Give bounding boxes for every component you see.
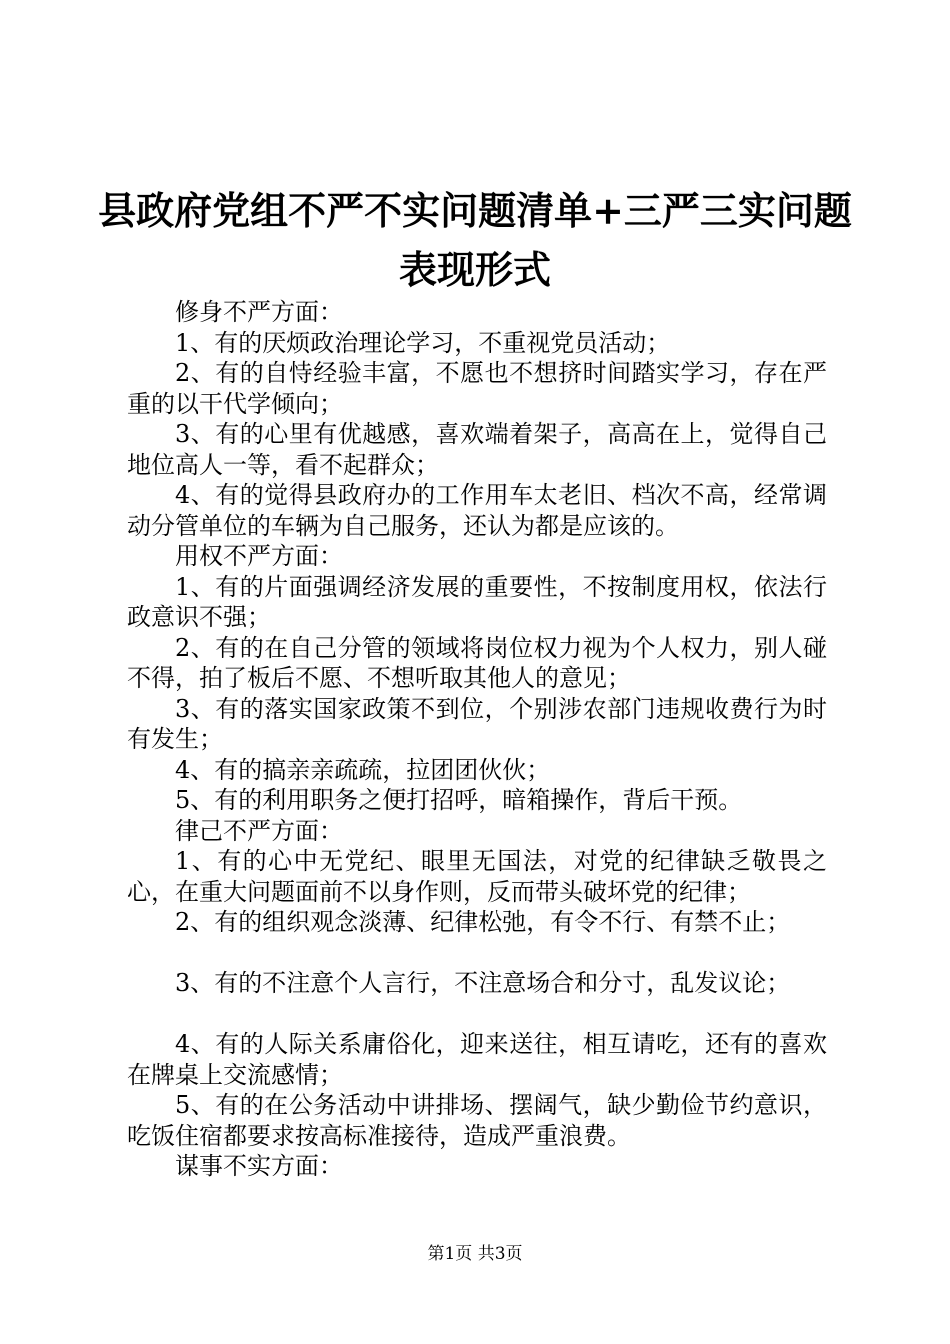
paragraph-item: 2、有的自恃经验丰富，不愿也不想挤时间踏实学习，存在严重的以干代学倾向；	[127, 359, 827, 418]
page-number-footer: 第1页 共3页	[427, 1244, 523, 1264]
paragraph-item: 5、有的利用职务之便打招呼，暗箱操作，背后干预。	[175, 786, 743, 814]
paragraph-item: 1、有的厌烦政治理论学习，不重视党员活动；	[175, 328, 671, 357]
document-body	[127, 297, 827, 1182]
paragraph-item: 1、有的心中无党纪、眼里无国法，对党的纪律缺乏敬畏之心，在重大问题面前不以身作则，反而带头破坏党的纪律；	[127, 847, 827, 906]
paragraph-item: 4、有的人际关系庸俗化，迎来送往，相互请吃，还有的喜欢在牌桌上交流感情；	[127, 1030, 827, 1089]
document-title-line-1: 县政府党组不严不实问题清单+三严三实问题	[98, 188, 852, 233]
paragraph-item: 2、有的在自己分管的领域将岗位权力视为个人权力，别人碰不得，拍了板后不愿、不想听取其他人的意见；	[127, 633, 827, 692]
paragraph-item: 2、有的组织观念淡薄、纪律松弛，有令不行、有禁不止；	[175, 908, 791, 936]
paragraph-item: 3、有的落实国家政策不到位，个别涉农部门违规收费行为时有发生；	[127, 694, 827, 753]
paragraph-item: 3、有的心里有优越感，喜欢端着架子，高高在上，觉得自己地位高人一等，看不起群众；	[127, 420, 827, 479]
section-heading-planning: 谋事不实方面：	[175, 1152, 343, 1180]
paragraph-item: 3、有的不注意个人言行，不注意场合和分寸，乱发议论；	[175, 969, 791, 997]
document-title-line-2: 表现形式	[398, 247, 551, 292]
section-heading-self-discipline: 律己不严方面：	[175, 816, 343, 845]
section-heading-self-cultivation: 修身不严方面：	[175, 298, 343, 326]
section-heading-power-use: 用权不严方面：	[175, 542, 343, 570]
paragraph-item: 1、有的片面强调经济发展的重要性，不按制度用权，依法行政意识不强；	[127, 572, 827, 631]
paragraph-item: 4、有的搞亲亲疏疏，拉团团伙伙；	[175, 755, 551, 784]
paragraph-item: 5、有的在公务活动中讲排场、摆阔气，缺少勤俭节约意识，吃饭住宿都要求按高标准接待，造成严重浪费。	[127, 1091, 827, 1150]
paragraph-item: 4、有的觉得县政府办的工作用车太老旧、档次不高，经常调动分管单位的车辆为自己服务，还认为都是应该的。	[127, 481, 827, 540]
